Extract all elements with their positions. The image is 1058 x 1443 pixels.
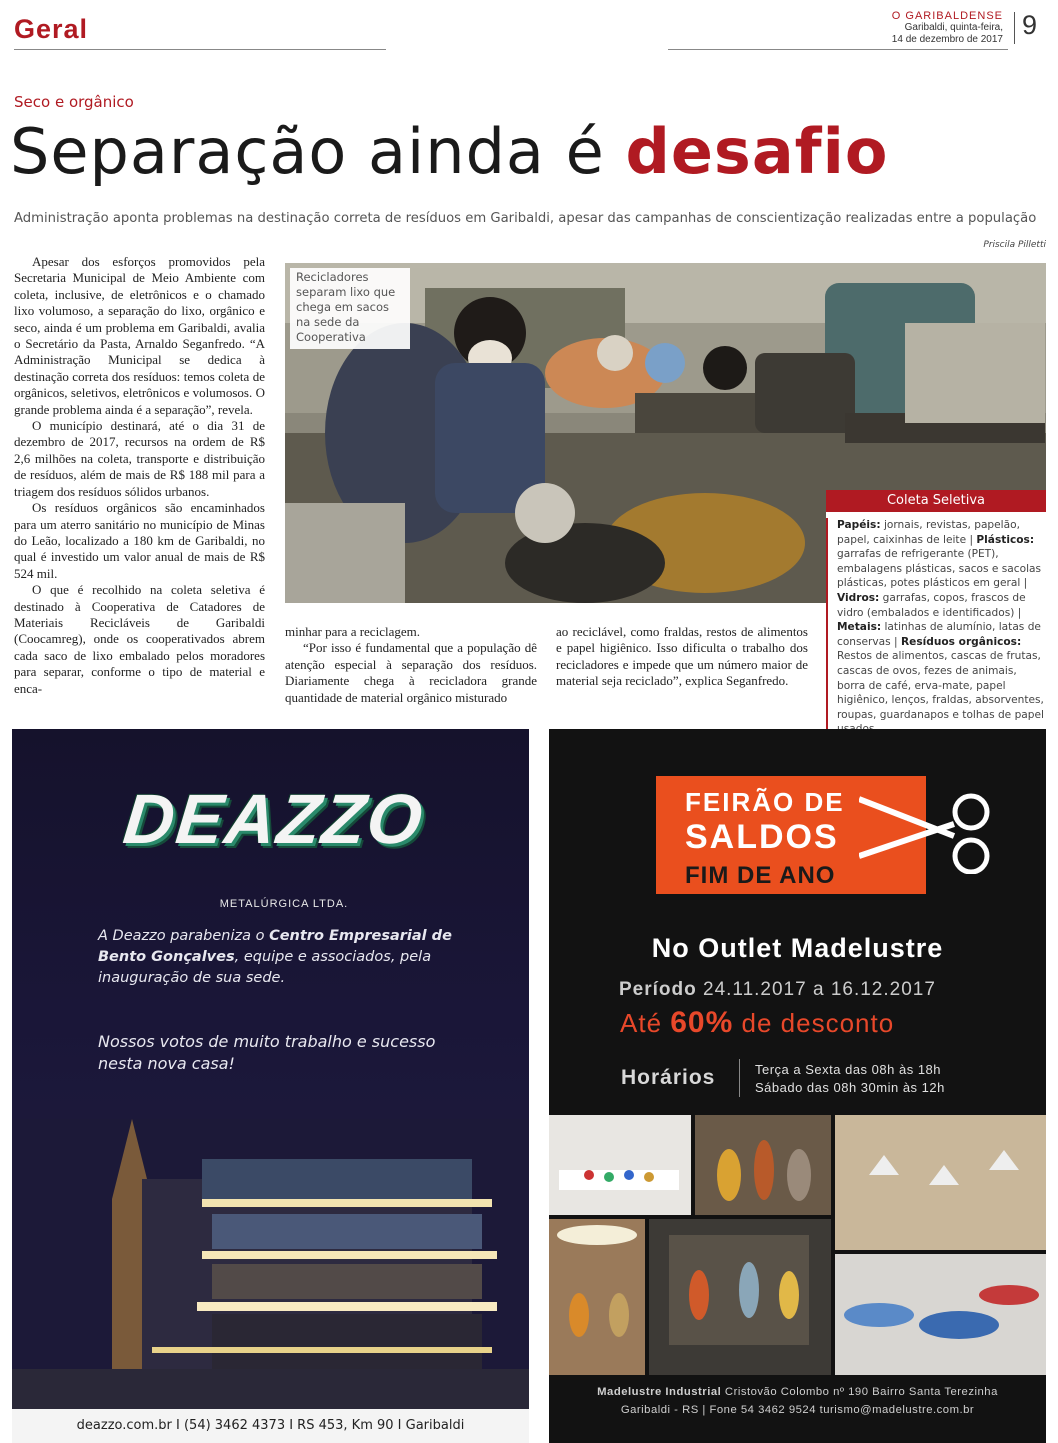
deazzo-contact: deazzo.com.br I (54) 3462 4373 I RS 453, Km 90 I Garibaldi <box>12 1409 529 1443</box>
article-headline <box>10 113 889 191</box>
hours-weekday: Terça a Sexta das 08h às 18h <box>755 1062 942 1077</box>
contact-line-2: Garibaldi - RS | Fone 54 3462 9524 turismo@madelustre.com.br <box>620 1404 975 1416</box>
product-photo-gallery <box>549 1115 1046 1375</box>
page-number: 9 <box>1022 10 1038 40</box>
deazzo-advertisement <box>12 729 529 1443</box>
congratulation-message <box>98 926 458 989</box>
article-kicker: Seco e orgânico <box>14 93 134 111</box>
msg-part-b: Centro Empresarial de Bento Gonçalves <box>98 928 452 965</box>
organicos-text: Restos de alimentos, cascas de frutas, cascas de ovos, fezes de animais, borra de café, erva-mate, papel higiênico, lenços, fraldas, absorventes, roupas, guardanapos e tolhas de papel <box>837 650 1044 721</box>
article-column-3 <box>556 624 808 690</box>
headline-part-1: Separação ainda é <box>10 115 605 188</box>
section-title: Geral <box>14 14 89 44</box>
hours-saturday: Sábado das 08h 30min às 12h <box>755 1080 945 1095</box>
sale-period <box>619 979 936 1001</box>
discount-text <box>620 1006 894 1040</box>
paragraph: O que é recolhido na coleta seletiva é destinado à Cooperativa de Catadores de Materiais Recicláveis de Garibaldi (Coocamreg), onde os cooperativados abrem cada saco de lixo embalado pelos moradores para separar, conforme o tipo de material e enca- <box>14 582 265 696</box>
metais-label: Metais: <box>837 621 882 634</box>
hours-label: Horários <box>621 1066 716 1089</box>
paragraph: “Por isso é fundamental que a população dê atenção especial à separação dos resíduos. Diariamente chega à recicladora grande quantidade de material orgânico misturado <box>285 640 537 705</box>
sidebar-body <box>826 518 1046 737</box>
discount-value: 60% <box>670 1006 734 1039</box>
headline-part-2: desafio <box>625 115 889 188</box>
vidros-text: garrafas, copos, frascos de vidro (embalados e identificados) | <box>837 591 1026 619</box>
dateline-1: Garibaldi, quinta-feira, <box>904 22 1003 33</box>
madelustre-advertisement <box>549 729 1046 1443</box>
header-rule-left <box>14 49 386 50</box>
dateline-2: 14 de dezembro de 2017 <box>891 34 1003 45</box>
hours-divider <box>739 1059 740 1097</box>
company-address: Cristovão Colombo nº 190 Bairro Santa Terezinha <box>721 1386 998 1398</box>
building-illustration <box>12 1119 529 1409</box>
msg-part-a: A Deazzo parabeniza o <box>98 928 270 944</box>
papeis-label: Papéis: <box>837 519 881 531</box>
plasticos-text: garrafas de refrigerante (PET), embalagens plásticas, sacos e sacolas plásticas, potes plásticos em geral | <box>837 548 1042 590</box>
logo-wordmark: DEAZZO <box>119 780 428 858</box>
article-column-1 <box>14 254 265 697</box>
coleta-seletiva-box <box>826 490 1046 721</box>
banner-line-3: FIM DE ANO <box>685 862 836 889</box>
outlet-title: No Outlet Madelustre <box>651 933 944 963</box>
newspaper-name: O GARIBALDENSE <box>891 10 1003 22</box>
metais-text: latinhas de alumínio, latas de conservas | <box>837 621 1041 648</box>
vidros-label: Vidros: <box>837 591 880 604</box>
banner-line-2: SALDOS <box>685 818 839 856</box>
contact-line-1 <box>549 1383 1046 1401</box>
discount-part-a: Até <box>620 1008 671 1038</box>
article-column-2 <box>285 624 537 706</box>
hours-list <box>755 1061 945 1097</box>
sidebar-title: Coleta Seletiva <box>826 490 1046 512</box>
deazzo-logo <box>119 779 428 910</box>
company-name: Madelustre Industrial <box>597 1386 722 1398</box>
paragraph: minhar para a reciclagem. <box>285 624 420 639</box>
logo-subtitle: METALÚRGICA LTDA. <box>219 898 349 910</box>
banner-line-1: FEIRÃO DE <box>685 787 845 817</box>
msg-part-c: , equipe e associados, pela inauguração de sua sede. <box>98 949 432 986</box>
scissors-icon <box>859 784 994 874</box>
paragraph: ao reciclável, como fraldas, restos de alimentos e papel higiênico. Isso dificulta o trabalho dos recicladores e impede que um número maior de material seja reciclado”, explica Seganfredo. <box>556 624 808 689</box>
article-subhead: Administração aponta problemas na destinação correta de resíduos em Garibaldi, apesar das campanhas de conscientização realizadas entre a população <box>14 211 1037 226</box>
discount-part-c: de desconto <box>733 1008 895 1038</box>
period-value: 24.11.2017 a 16.12.2017 <box>696 979 936 1000</box>
plasticos-label: Plásticos: <box>976 533 1035 546</box>
period-label: Período <box>619 979 697 1000</box>
paragraph: Os resíduos orgânicos são encaminhados para um aterro sanitário no município de Minas do Leão, localizado a 180 km de Garibaldi, no qual é investido um valor anual de mais de R$ 524 mil. <box>14 500 265 581</box>
header-rule-right <box>668 49 1008 50</box>
page-number-divider <box>1014 12 1015 44</box>
papeis-text: jornais, revistas, papelão, papel, caixinhas de leite | <box>837 519 1020 546</box>
photo-credit: Priscila Pilletti <box>983 240 1046 250</box>
wishes-message: Nossos votos de muito trabalho e sucesso nesta nova casa! <box>98 1032 436 1073</box>
madelustre-contact <box>549 1383 1046 1419</box>
masthead <box>892 10 1003 46</box>
photo-caption: Recicladores separam lixo que chega em sacos na sede da Cooperativa <box>290 268 410 349</box>
paragraph: Apesar dos esforços promovidos pela Secretaria Municipal de Meio Ambiente com coleta, inclusive, de eletrônicos e o chamado lixo volumoso, a separação do lixo, orgânico e seco, ainda é um problema em Garibaldi, avalia o Secretário da Pasta, Arnaldo Seganfredo. “A Administração Municipal se dedica à destinação correta dos resíduos: temos coleta de orgânicos, seletivos, eletrônicos e volumosos. O grande problema ainda é a separação”, revela. <box>14 254 265 417</box>
paragraph: O município destinará, até o dia 31 de dezembro de 2017, recursos na ordem de R$ 2,6 milhões na coleta, transporte e distribuição de resíduos, além de mais de R$ 188 mil para a triagem dos resíduos sólidos urbanos. <box>14 418 265 499</box>
organicos-label: Resíduos orgânicos: <box>901 635 1022 648</box>
